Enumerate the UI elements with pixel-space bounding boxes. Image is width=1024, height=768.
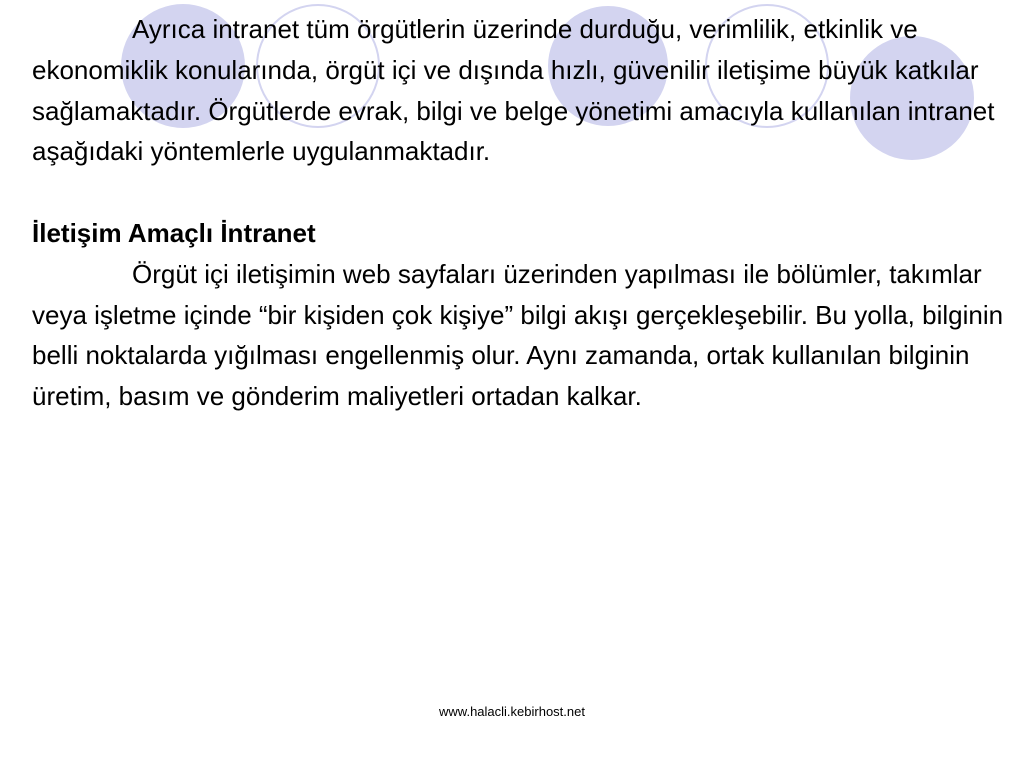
section-paragraph: Örgüt içi iletişimin web sayfaları üzerinden yapılması ile bölümler, takımlar veya işletme içinde “bir kişiden çok kişiye” bilgi akışı gerçekleşebilir. Bu yolla, bilginin belli noktalarda yığılması engellenmiş olur. Aynı zamanda, ortak kullanılan bilginin üretim, basım ve gönderim maliyetleri ortadan kalkar. (32, 258, 1004, 412)
section-heading: İletişim Amaçlı İntranet (32, 217, 316, 248)
intro-paragraph: Ayrıca intranet tüm örgütlerin üzerinde durduğu, verimlilik, etkinlik ve ekonomiklik konularında, örgüt içi ve dışında hızlı, güvenilir iletişime büyük katkılar sağlamaktadır. Örgütlerde evrak, bilgi ve belge yönetimi amacıyla kullanılan intranet aşağıdaki yöntemlerle uygulanmaktadır. (32, 14, 995, 167)
footer-url: www.halacli.kebirhost.net (439, 704, 585, 719)
slide-body (32, 9, 1017, 417)
